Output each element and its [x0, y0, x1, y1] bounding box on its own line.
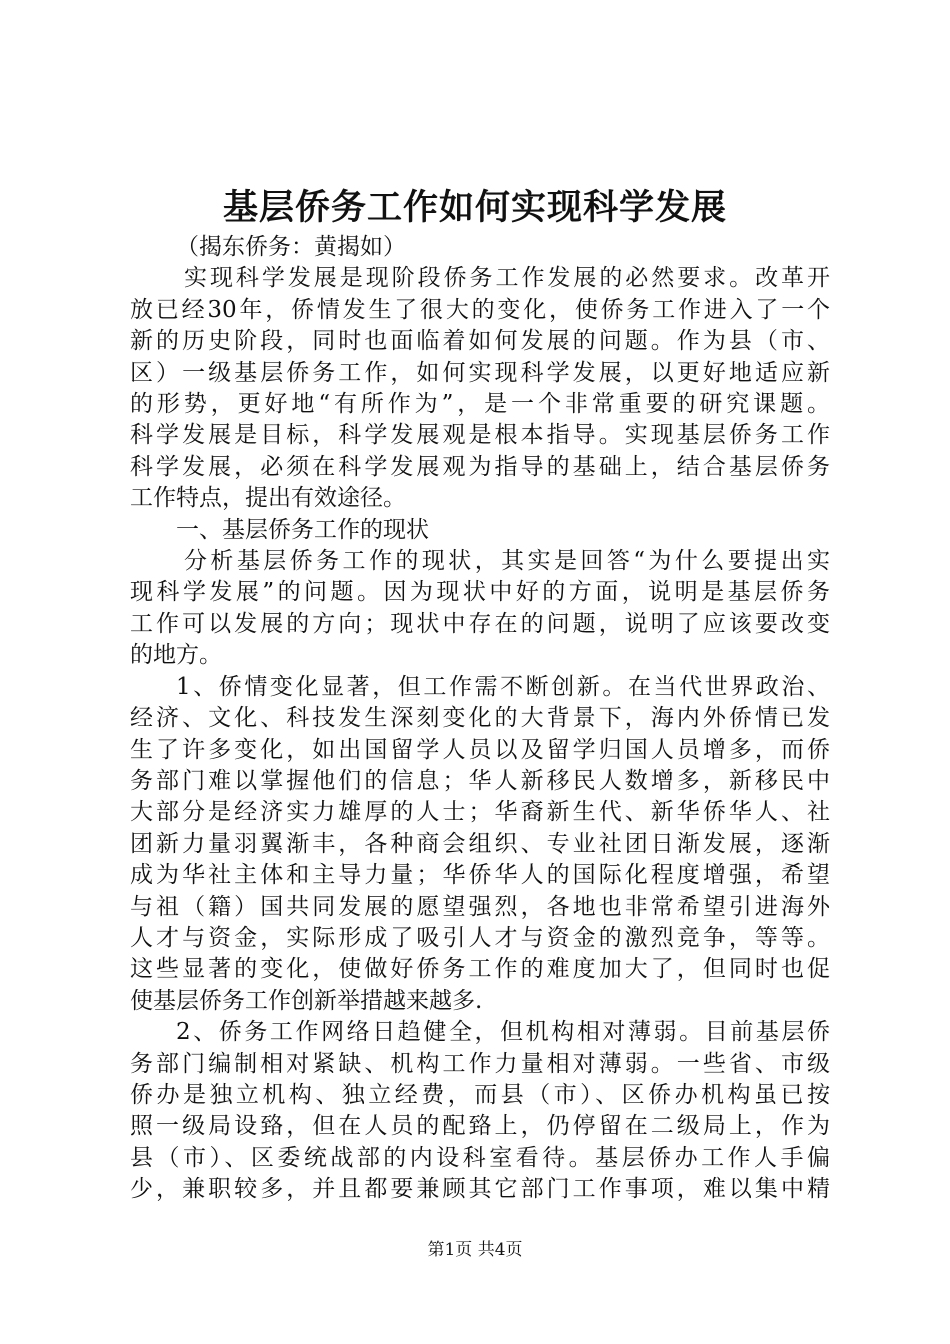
paragraph-line: 科学发展，必须在科学发展观为指导的基础上，结合基层侨务 [130, 453, 830, 480]
paragraph-line: 工作特点，提出有效途径。 [130, 485, 406, 512]
paragraph-line: 经济、文化、科技发生深刻变化的大背景下，海内外侨情已发 [130, 705, 830, 732]
paragraph-line: 务部门编制相对紧缺、机构工作力量相对薄弱。一些省、市级 [130, 1050, 830, 1077]
paragraph-line: 这些显著的变化，使做好侨务工作的难度加大了，但同时也促 [130, 956, 830, 983]
paragraph-line: 使基层侨务工作创新举措越来越多. [130, 987, 483, 1014]
paragraph-line: 工作可以发展的方向；现状中存在的问题，说明了应该要改变 [130, 610, 830, 637]
paragraph-line: 务部门难以掌握他们的信息；华人新移民人数增多，新移民中 [130, 767, 830, 794]
paragraph-line: 新的历史阶段，同时也面临着如何发展的问题。作为县（市、 [130, 328, 830, 355]
paragraph-line: 人才与资金，实际形成了吸引人才与资金的激烈竞争，等等。 [130, 924, 830, 951]
paragraph-line: 放已经30年，侨情发生了很大的变化，使侨务工作进入了一个 [130, 296, 830, 323]
paragraph-line: 县（市）、区委统战部的内设科室看待。基层侨办工作人手偏 [130, 1144, 830, 1171]
document-body [130, 232, 830, 1206]
author-text: （揭东侨务：黄揭如） [176, 234, 406, 260]
paragraph-line: 1、侨情变化显著，但工作需不断创新。在当代世界政治、 [176, 673, 830, 700]
paragraph-line: 2、侨务工作网络日趋健全，但机构相对薄弱。目前基层侨 [176, 1019, 830, 1046]
paragraph-line: 照一级局设臵，但在人员的配臵上，仍停留在二级局上，作为 [130, 1113, 830, 1140]
paragraph-line: 科学发展是目标，科学发展观是根本指导。实现基层侨务工作 [130, 422, 830, 449]
paragraph-line: 成为华社主体和主导力量；华侨华人的国际化程度增强，希望 [130, 862, 830, 889]
paragraph-line: 生了许多变化，如出国留学人员以及留学归国人员增多，而侨 [130, 736, 830, 763]
paragraph-line: 区）一级基层侨务工作，如何实现科学发展，以更好地适应新 [130, 359, 830, 386]
author-line [130, 232, 830, 263]
section-heading-text: 一、基层侨务工作的现状 [176, 516, 429, 543]
paragraph-line: 实现科学发展是现阶段侨务工作发展的必然要求。改革开 [184, 265, 830, 292]
paragraph-line: 与祖（籍）国共同发展的愿望强烈，各地也非常希望引进海外 [130, 893, 830, 920]
paragraph-intro [130, 263, 830, 514]
paragraph-line: 的地方。 [130, 642, 222, 669]
paragraph-point-2 [130, 1017, 830, 1205]
paragraph-line: 现科学发展”的问题。因为现状中好的方面，说明是基层侨务 [130, 579, 830, 606]
page-footer: 第1页 共4页 [427, 1240, 523, 1260]
paragraph-line: 大部分是经济实力雄厚的人士；华裔新生代、新华侨华人、社 [130, 799, 830, 826]
paragraph-line: 的形势，更好地“有所作为”，是一个非常重要的研究课题。 [130, 391, 830, 418]
paragraph-line: 侨办是独立机构、独立经费，而县（市）、区侨办机构虽已按 [130, 1081, 830, 1108]
paragraph-line: 分析基层侨务工作的现状，其实是回答“为什么要提出实 [184, 548, 830, 575]
document-title: 基层侨务工作如何实现科学发展 [222, 187, 727, 228]
section-heading [130, 515, 830, 546]
paragraph-point-1 [130, 672, 830, 1017]
paragraph-line: 少，兼职较多，并且都要兼顾其它部门工作事项，难以集中精 [130, 1176, 830, 1203]
paragraph-line: 团新力量羽翼渐丰，各种商会组织、专业社团日渐发展，逐渐 [130, 830, 830, 857]
paragraph-analysis [130, 546, 830, 672]
